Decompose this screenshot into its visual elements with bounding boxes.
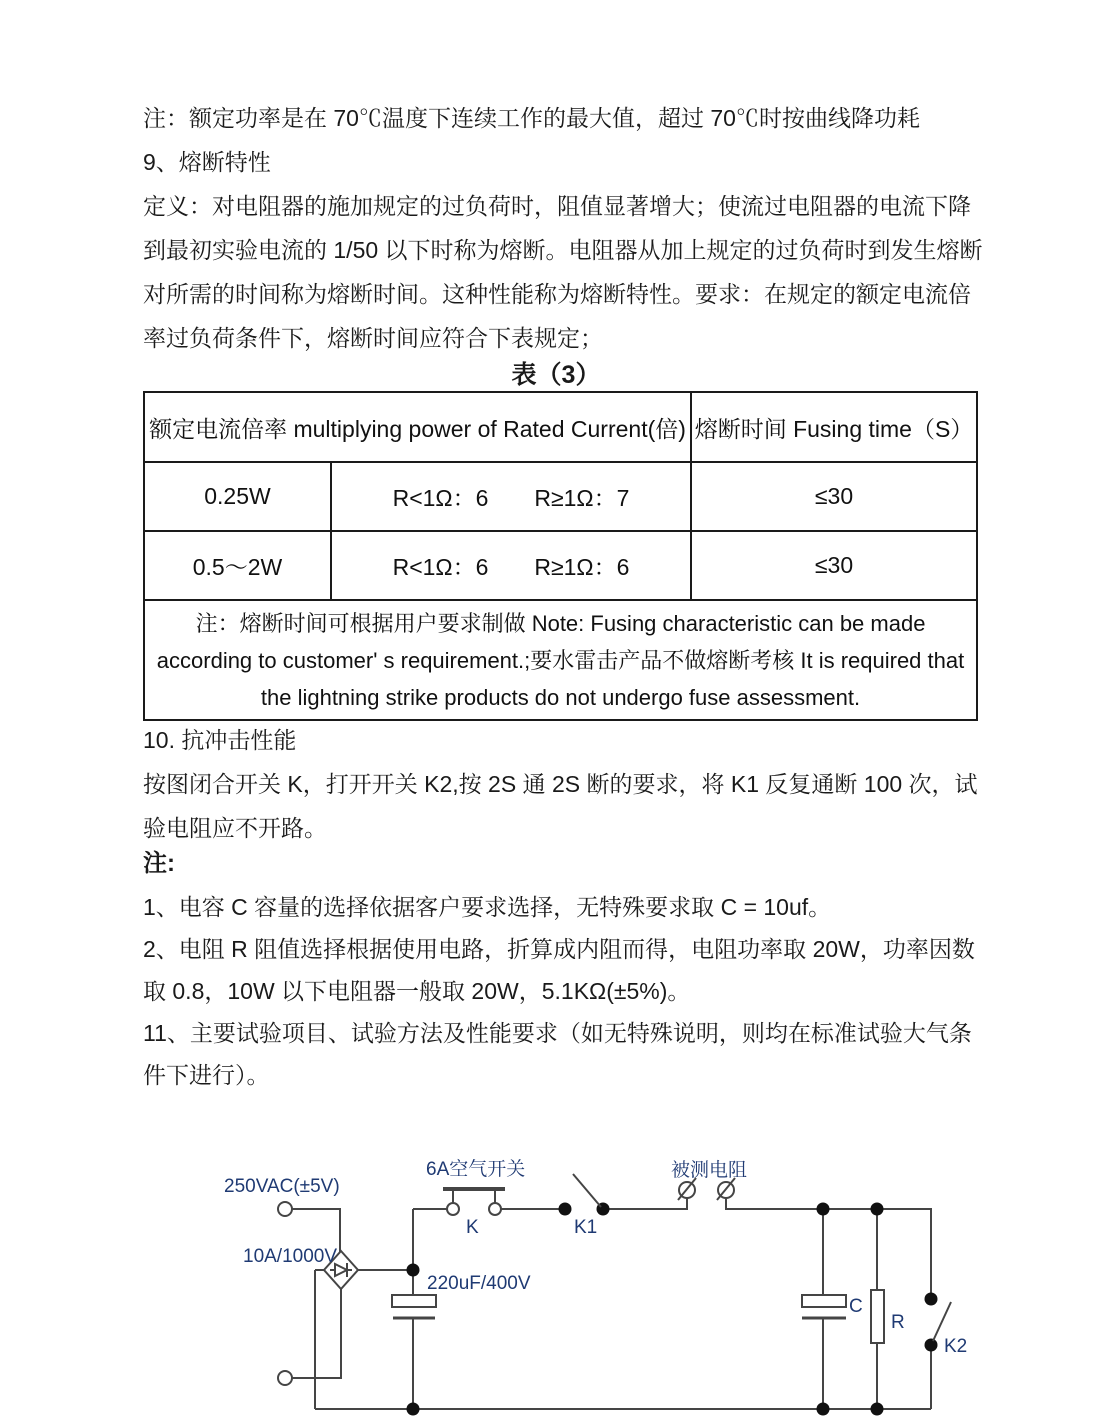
capacitor-220uf-icon (392, 1295, 436, 1318)
main-cap-label: 220uF/400V (427, 1273, 531, 1294)
doc-line: 1、电容 C 容量的选择依据客户要求选择，无特殊要求取 C = 10uf。 (143, 894, 832, 920)
paragraph-block-bottom (143, 886, 1003, 1096)
ac-terminal-top (278, 1202, 292, 1216)
switch-k1-icon (559, 1174, 610, 1216)
resistor-r-label: R (891, 1312, 905, 1333)
doc-line: 对所需的时间称为熔断时间。这种性能称为熔断特性。要求：在规定的额定电流倍 (143, 281, 971, 307)
test-circuit-diagram (0, 1140, 1112, 1418)
dut-label: 被测电阻 (671, 1160, 748, 1181)
doc-line: 2、电阻 R 阻值选择根据使用电路，折算成内阻而得，电阻功率取 20W，功率因数 (143, 936, 975, 962)
bridge-rating-label: 10A/1000V (243, 1246, 338, 1267)
table-title: 表（3） (511, 361, 601, 389)
doc-line: 验电阻应不开路。 (143, 815, 327, 841)
dut-terminals-icon (678, 1178, 735, 1200)
table-row (144, 462, 977, 531)
ac-terminal-bottom (278, 1371, 292, 1385)
table-row (144, 531, 977, 600)
cell-time: ≤30 (691, 531, 977, 600)
doc-line: 11、主要试验项目、试验方法及性能要求（如无特殊说明，则均在标准试验大气条 (143, 1020, 972, 1046)
cap-c-label: C (849, 1296, 863, 1317)
air-switch-label: 6A空气开关 (426, 1159, 526, 1180)
cell-time: ≤30 (691, 462, 977, 531)
table-header-row (144, 392, 977, 462)
switch-k2-label: K2 (944, 1336, 968, 1357)
air-switch-k-icon (443, 1189, 505, 1215)
resistor-r-icon (871, 1290, 884, 1343)
note-heading: 注: (143, 850, 175, 877)
source-voltage-label: 250VAC(±5V) (224, 1176, 340, 1197)
doc-line: 件下进行）。 (143, 1062, 270, 1088)
capacitor-c-icon (802, 1295, 846, 1318)
cell-power: 0.5～2W (144, 531, 331, 600)
cell-condition: R<1Ω：6 R≥1Ω：7 (331, 462, 691, 531)
table-header-current: 额定电流倍率 multiplying power of Rated Current(倍) (144, 392, 691, 462)
doc-line: 取 0.8，10W 以下电阻器一般取 20W，5.1KΩ(±5%)。 (143, 978, 691, 1004)
paragraph-block-mid (143, 718, 1003, 850)
doc-line: 10. 抗冲击性能 (143, 727, 297, 753)
switch-k-label: K (466, 1217, 479, 1238)
doc-line: 率过负荷条件下，熔断时间应符合下表规定； (143, 325, 603, 351)
table-note: 注：熔断时间可根据用户要求制做 Note: Fusing characteristic can be made according to customer' s requirement.;要水雷击产品不做熔断考核 It is required that the lightning strike products do not undergo fuse assessment. (144, 600, 977, 720)
doc-line: 到最初实验电流的 1/50 以下时称为熔断。电阻器从加上规定的过负荷时到发生熔断 (143, 237, 983, 263)
fusing-table (143, 391, 978, 721)
table-note-row (144, 600, 977, 720)
cell-power: 0.25W (144, 462, 331, 531)
doc-line: 9、熔断特性 (143, 149, 271, 175)
cell-condition: R<1Ω：6 R≥1Ω：6 (331, 531, 691, 600)
doc-line: 注：额定功率是在 70℃温度下连续工作的最大值，超过 70℃时按曲线降功耗 (143, 105, 920, 131)
doc-line: 按图闭合开关 K，打开开关 K2,按 2S 通 2S 断的要求，将 K1 反复通断 100 次，试 (143, 771, 978, 797)
table-header-time: 熔断时间 Fusing time（S） (691, 392, 977, 462)
paragraph-block-top (143, 96, 1003, 360)
switch-k1-label: K1 (574, 1217, 598, 1238)
doc-line: 定义：对电阻器的施加规定的过负荷时，阻值显著增大；使流过电阻器的电流下降 (143, 193, 971, 219)
